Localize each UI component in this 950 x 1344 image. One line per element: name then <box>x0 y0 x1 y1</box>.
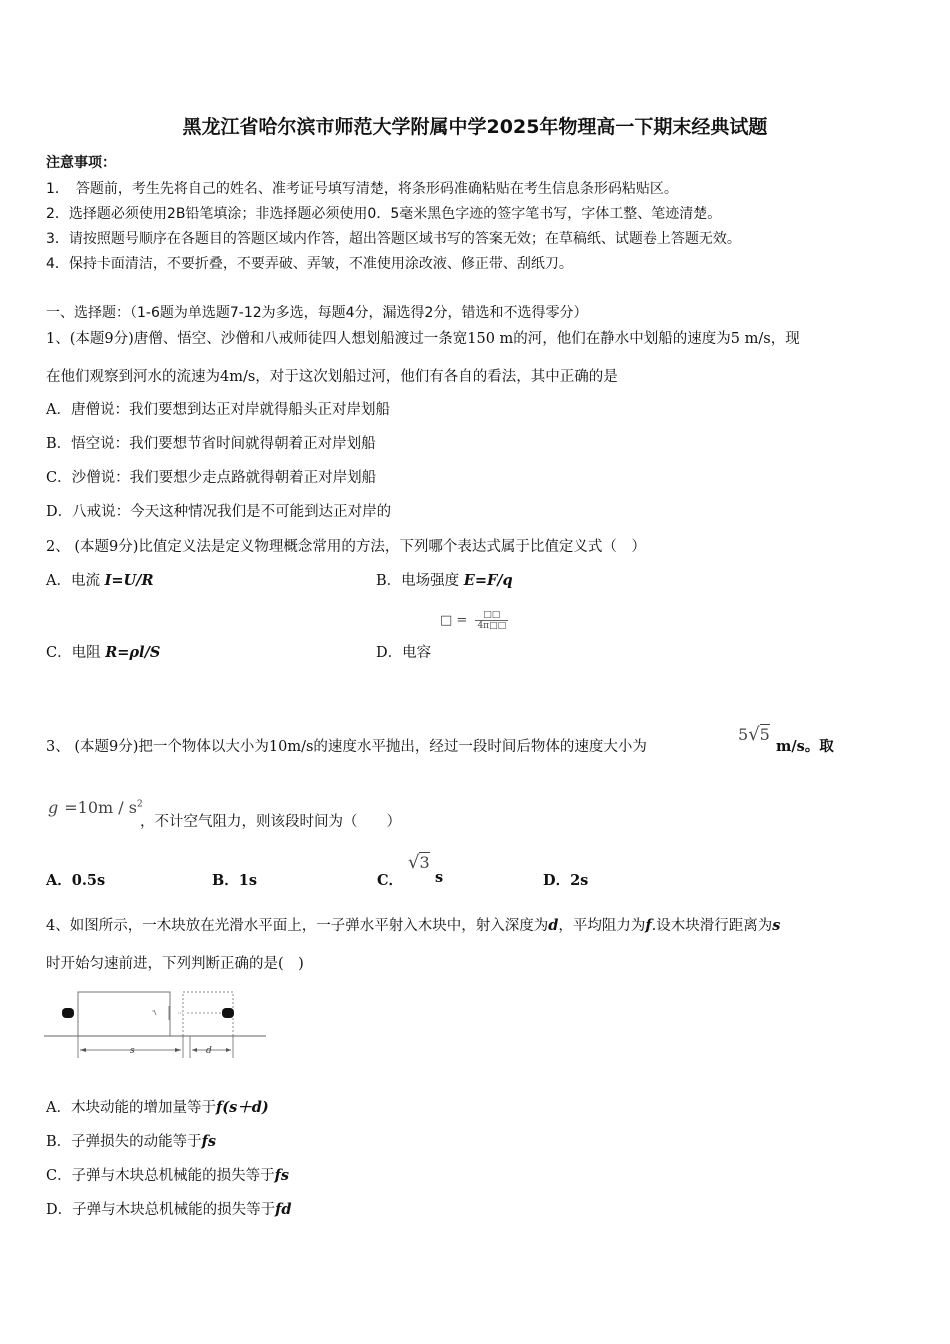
q1-option-d: D．八戒说：今天这种情况我们是不可能到达正对岸的 <box>46 504 392 520</box>
q3-stem: 3、 (本题9分)把一个物体以大小为10m/s的速度水平抛出，经过一段时间后物体的速度大小为 <box>46 739 647 755</box>
note-item-1: 1． 答题前，考生先将自己的姓名、准考证号填写清楚，将条形码准确粘贴在考生信息条形码粘贴区。 <box>46 181 678 197</box>
q2-option-a-formula: I=U/R <box>104 572 154 589</box>
section-heading: 一、选择题：（1-6题为单选题7-12为多选，每题4分，漏选得2分，错选和不选得零分） <box>46 305 588 321</box>
q4-option-b-formula: fs <box>201 1133 217 1150</box>
q4-var-f: f <box>645 917 652 934</box>
page-title: 黑龙江省哈尔滨市师范大学附属中学2025年物理高一下期末经典试题 <box>182 116 768 138</box>
q4-stem-part1: 4、如图所示，一木块放在光滑水平面上，一子弹水平射入木块中，射入深度为 <box>46 918 549 934</box>
q2-formula-fraction <box>475 610 508 631</box>
notes-heading: 注意事项： <box>46 155 116 171</box>
q3-option-c-formula <box>408 852 430 873</box>
q1-stem-line2: 在他们观察到河水的流速为4m/s，对于这次划船过河，他们有各自的看法，其中正确的是 <box>46 369 618 385</box>
q4-var-s: s <box>772 917 781 934</box>
q2-formula-numerator: □□ <box>475 610 508 621</box>
q4-figure <box>44 986 272 1062</box>
q3-option-a: A．0.5s <box>46 872 106 889</box>
q2-option-d-label: D．电容 <box>376 645 432 661</box>
q3-option-c-unit: s <box>435 869 444 886</box>
q4-option-d-label: D．子弹与木块总机械能的损失等于 <box>46 1202 276 1218</box>
q3-speed-formula <box>738 724 770 745</box>
sqrt-icon: √ <box>408 852 420 873</box>
q2-formula-lhs: □ = <box>440 613 468 628</box>
bullet-embedded-icon <box>222 1008 234 1018</box>
q4-option-a-formula: f(s＋d) <box>215 1099 269 1116</box>
q4-option-c-label: C．子弹与木块总机械能的损失等于 <box>46 1168 275 1184</box>
q3-option-b: B．1s <box>212 872 258 889</box>
wood-block-initial <box>78 992 170 1036</box>
q4-option-b-label: B．子弹损失的动能等于 <box>46 1134 202 1150</box>
svg-text:ᵛ: ᵛ <box>152 1009 155 1016</box>
q2-formula-denominator: 4π□□ <box>477 621 507 631</box>
q1-option-a: A．唐僧说：我们要想到达正对岸就得船头正对岸划船 <box>46 402 390 418</box>
note-item-3: 3．请按照题号顺序在各题目的答题区域内作答，超出答题区域书写的答案无效；在草稿纸、试题卷上答题无效。 <box>46 231 741 247</box>
q3-speed-unit: m/s。取 <box>776 738 834 755</box>
q2-option-c-formula: R=ρl/S <box>105 644 161 661</box>
bullet-icon <box>62 1008 74 1018</box>
q2-stem: 2、 (本题9分)比值定义法是定义物理概念常用的方法，下列哪个表达式属于比值定义式（ ） <box>46 539 646 555</box>
q3-gravity-value: =10m / s <box>64 798 137 817</box>
q3-speed-radicand: 5 <box>759 725 770 744</box>
q1-option-b: B．悟空说：我们要想节省时间就得朝着正对岸划船 <box>46 436 376 452</box>
q3-stem-line2: ，不计空气阻力，则该段时间为（ ） <box>140 814 401 830</box>
note-item-2: 2．选择题必须使用2B铅笔填涂；非选择题必须使用0．5毫米黑色字迹的签字笔书写，字体工整、笔迹清楚。 <box>46 206 722 222</box>
q4-option-c <box>46 1164 289 1185</box>
q4-option-a <box>46 1096 269 1117</box>
q2-option-a-label: A．电流 <box>46 573 105 589</box>
q3-option-c-radicand: 3 <box>419 853 430 872</box>
q4-stem-part2: ，平均阻力为 <box>558 918 646 934</box>
q2-capacitance-formula <box>440 610 508 631</box>
q4-stem-line1 <box>46 914 780 935</box>
q3-option-d: D．2s <box>543 872 589 889</box>
q2-option-c <box>46 641 160 662</box>
q3-speed-coefficient: 5 <box>738 725 749 744</box>
q4-var-d: d <box>548 917 559 934</box>
q4-option-d-formula: fd <box>275 1201 292 1218</box>
q2-option-b-formula: E=F/q <box>463 572 513 589</box>
q4-stem-part3: .设木块滑行距离为 <box>651 918 773 934</box>
q3-gravity-exponent: 2 <box>136 799 143 810</box>
q3-option-c-label: C． <box>377 872 404 889</box>
figure-label-s: s <box>130 1046 135 1056</box>
q1-option-c: C．沙僧说：我们要想少走点路就得朝着正对岸划船 <box>46 470 377 486</box>
q4-stem-line2: 时开始匀速前进，下列判断正确的是( ) <box>46 956 304 972</box>
q4-option-d <box>46 1198 292 1219</box>
note-item-4: 4．保持卡面清洁，不要折叠，不要弄破、弄皱，不准使用涂改液、修正带、刮纸刀。 <box>46 256 573 272</box>
q2-option-b-label: B．电场强度 <box>376 573 464 589</box>
q2-option-a <box>46 569 154 590</box>
q4-option-c-formula: fs <box>274 1167 289 1184</box>
q2-option-c-label: C．电阻 <box>46 645 106 661</box>
sqrt-icon: √ <box>748 724 760 745</box>
q1-stem-line1: 1、(本题9分)唐僧、悟空、沙僧和八戒师徒四人想划船渡过一条宽150 m的河，他们在静水中划船的速度为5 m/s，现 <box>46 331 800 347</box>
q4-option-b <box>46 1130 216 1151</box>
q4-option-a-label: A．木块动能的增加量等于 <box>46 1100 216 1116</box>
q3-gravity-formula <box>48 798 143 817</box>
figure-label-d: d <box>206 1046 212 1056</box>
q2-option-b <box>376 569 513 590</box>
q3-gravity-symbol: g <box>48 798 59 817</box>
